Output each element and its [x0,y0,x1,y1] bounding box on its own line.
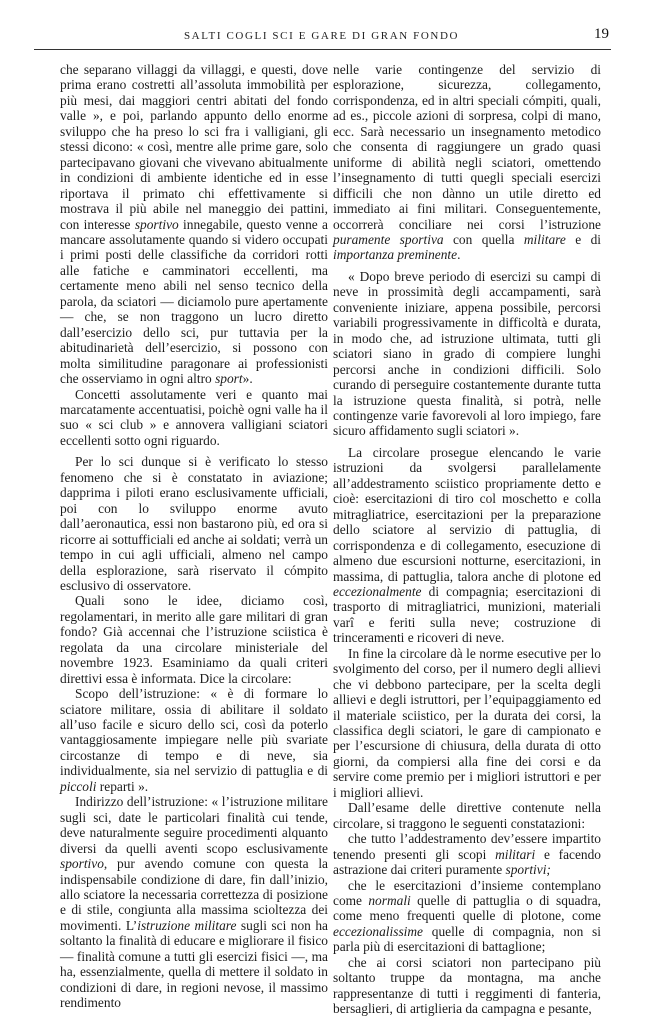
paragraph: Quali sono le idee, diciamo così, regolamentari, in merito alle gare militari di gran fondo? Già accennai che l’istruzione sciistica è regolata da una circolare ministeriale del novembre 1923. Esaminiamo da quali criteri direttivi essa è informata. Dice la circolare: [60,593,328,686]
running-head: SALTI COGLI SCI E GARE DI GRAN FONDO [183,30,460,42]
paragraph: che separano villaggi da villaggi, e questi, dove prima erano costretti all’assoluta immobilità per più mesi, dai maggiori centri abitati del fondo valle », e poi, parlando appunto dello enorme sviluppo che ha preso lo sci fra i valligiani, gli stessi dicono: « così, mentre alle prime gare, solo partecipavano giovani che vivevano abitualmente in condizioni di ambiente identiche ed in esse riportava il primato chi effettivamente si mostrava il più abile nel maneggio dei pattini, con interesse sportivo innegabile, questo venne a mancare assolutamente quando si videro occupati i primi posti delle classifiche da corridori rotti alle fatiche e camminatori eccellenti, ma certamente meno abili nel senso tecnico della parola, da sciatori — diciamolo pure apertamente — che, se non traggono un lucro diretto dall’esercizio dello sci, pur tuttavia per la abitudinarietà dell’esercizio, si possono con molta similitudine paragonare ai professionisti che osserviamo in ogni altro sport». [60,62,328,387]
page-header [34,26,609,46]
paragraph: che tutto l’addestramento dev’essere impartito tenendo presenti gli scopi militari e facendo astrazione dai criteri puramente sportivi; [333,831,602,878]
paragraph: In fine la circolare dà le norme esecutive per lo svolgimento del corso, per il numero degli allievi che vi debbono partecipare, per la scelta degli allievi e degli istruttori, per l’equipaggiamento ed il materiale sciistico, per la durata dei corsi, la classifica degli sciatori, le gare di campionato e per l’escursione di chiusura, della durata di otto giorni, da compiersi alla fine dei corsi e da servire come premio per i migliori istruttori e per i migliori allievi. [333,645,601,800]
paragraph: Dall’esame delle direttive contenute nella circolare, si traggono le seguenti constatazioni: [333,800,601,831]
right-column [333,62,601,1017]
paragraph: Indirizzo dell’istruzione: « l’istruzione militare sugli sci, date le particolari finalità cui tende, deve naturalmente seguire procedimenti alquanto diversi da quelli aventi scopo esclusivamente sportivo, pur avendo comune con questa la indispensabile condizione di dare, fin dall’inizio, allo sciatore la necessaria correttezza di posizione e di stile, congiunta alla massima scioltezza dei movimenti. L’istruzione militare sugli sci non ha soltanto la finalità di educare e migliorare il fisico — finalità comune a tutti gli esercizi fisici —, ma ha, essenzialmente, quella di mettere il soldato in condizioni di dare, in regioni nevose, il massimo rendimento [60,794,328,1011]
header-rule [34,49,611,50]
paragraph: La circolare prosegue elencando le varie istruzioni da svolgersi parallelamente all’addestramento sciistico propriamente detto e cioè: esercitazioni di tiro col moschetto e colla mitragliatrice, esercitazioni per la preparazione dello sciatore al servizio di pattuglia, di corrispondenza e di collegamento, esecuzione di almeno due escursioni notturne, esercitazioni, in massima, di pattuglia, talora anche di plotone ed eccezionalmente di compagnia; esercitazioni di trasporto di mitragliatrici, munizioni, materiali varî e feriti sulla neve; costruzione di trinceramenti e ricoveri di neve. [333,444,601,646]
left-column [60,62,328,1011]
paragraph: Concetti assolutamente veri e quanto mai marcatamente accentuatisi, poichè ogni valle ha il suo « sci club » e annovera valligiani sciatori eccellenti sotto ogni riguardo. [60,386,328,448]
paragraph: Scopo dell’istruzione: « è di formare lo sciatore militare, ossia di abilitare il soldato all’uso facile e sicuro dello sci, così da poterlo vantaggiosamente impiegare nelle più svariate circostanze di tempo e di neve, sia individualmente, sia nel servizio di pattuglia e di piccoli reparti ». [60,686,328,794]
paragraph: Per lo sci dunque si è verificato lo stesso fenomeno che si è constatato in aviazione; dapprima i piloti erano esclusivamente ufficiali, poi con lo sviluppo enorme avuto dall’aeronautica, essi non bastarono più, ed ora si ricorre ai sottufficiali ed anche ai soldati; verrà un tempo in cui agli ufficiali, almeno nel campo della esplorazione, sarà riservato il cómpito esclusivo di osservatore. [60,454,328,593]
paragraph: « Dopo breve periodo di esercizi su campi di neve in prossimità degli accampamenti, sarà conveniente iniziare, appena possibile, percorsi variabili progressivamente in difficoltà e durata, in modo che, ad istruzione ultimata, tutti gli sciatori siano in grado di compiere lunghi percorsi anche in condizioni difficili. Solo curando di perseguire costantemente durante tutta la istruzione questa finalità, si potrà, nelle contingenze varie favorevoli al loro impiego, fare sicuro affidamento sugli sciatori ». [333,268,601,439]
page-number: 19 [594,26,609,42]
paragraph: che le esercitazioni d’insieme contemplano come normali quelle di pattuglia o di squadra, come meno frequenti quelle di plotone, come eccezionalissime quelle di compagnia, non si parla più di esercitazioni di battaglione; [333,877,601,955]
paragraph: che ai corsi sciatori non partecipano più soltanto truppe da montagna, ma anche rappresentanze di tutti i reggimenti di fanteria, bersaglieri, di artiglieria da campagna e pesante, [333,954,601,1017]
paragraph: nelle varie contingenze del servizio di esplorazione, sicurezza, collegamento, corrispondenza, ed in altri speciali cómpiti, quali, ad es., piccole azioni di sorpresa, colpi di mano, ecc. Sarà necessario un insegnamento metodico che consenta di raggiungere un grado quasi uniforme di abilità negli sciatori, omettendo l’insegnamento di tutti quegli speciali esercizi difficili che non dànno un utile diretto ed immediato ai fini militari. Conseguentemente, occorrerà conciliare nei corsi l’istruzione puramente sportiva con quella militare e di importanza preminente. [333,62,601,263]
